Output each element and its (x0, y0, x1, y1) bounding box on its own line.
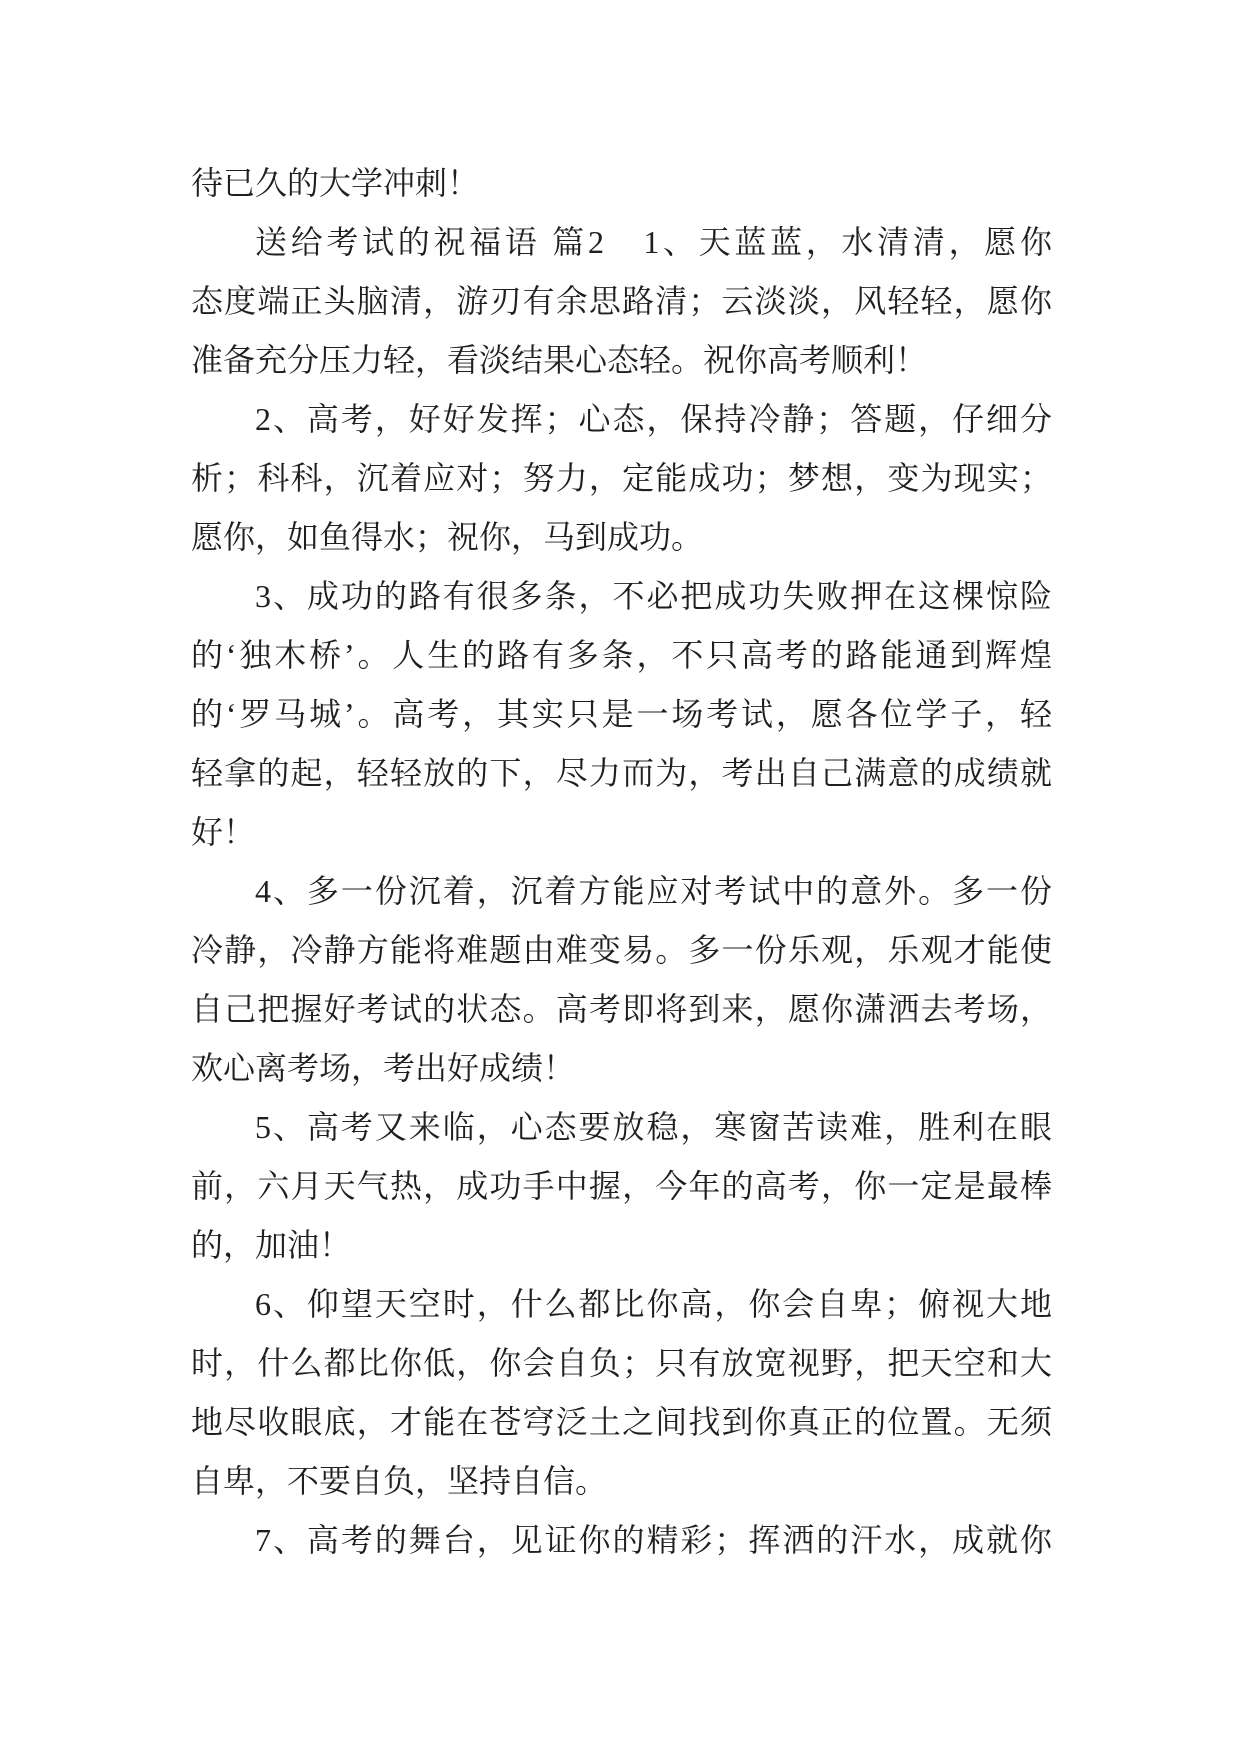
text-line: 5、高考又来临，心态要放稳，寒窗苦读难，胜利在眼 (255, 1109, 1052, 1145)
text-line: 愿你，如鱼得水；祝你，马到成功。 (191, 519, 704, 555)
text-line: 好！ (191, 814, 256, 850)
text-line: 前，六月天气热，成功手中握，今年的高考，你一定是最棒 (191, 1168, 1052, 1204)
text-line: 时，什么都比你低，你会自负；只有放宽视野，把天空和大 (191, 1345, 1052, 1381)
text-line: 4、多一份沉着，沉着方能应对考试中的意外。多一份 (255, 873, 1052, 909)
text-line: 析；科科，沉着应对；努力，定能成功；梦想，变为现实； (191, 460, 1052, 496)
text-line: 待已久的大学冲刺！ (191, 165, 480, 201)
text-line: 地尽收眼底，才能在苍穹泛土之间找到你真正的位置。无须 (191, 1404, 1052, 1440)
paragraph (191, 567, 1052, 862)
text-line: 准备充分压力轻，看淡结果心态轻。祝你高考顺利！ (191, 342, 928, 378)
text-line: 6、仰望天空时，什么都比你高，你会自卑；俯视大地 (255, 1286, 1052, 1322)
text-line: 2、高考，好好发挥；心态，保持冷静；答题，仔细分 (255, 401, 1052, 437)
text-line: 的‘独木桥’。人生的路有多条，不只高考的路能通到辉煌 (191, 637, 1052, 673)
text-line: 3、成功的路有很多条，不必把成功失败押在这棵惊险 (255, 578, 1052, 614)
text-line: 冷静，冷静方能将难题由难变易。多一份乐观，乐观才能使 (191, 932, 1052, 968)
paragraph (191, 862, 1052, 1098)
paragraph (191, 1098, 1052, 1275)
text-line: 态度端正头脑清，游刃有余思路清；云淡淡，风轻轻，愿你 (191, 283, 1052, 319)
paragraph (191, 1275, 1052, 1511)
text-line: 自卑，不要自负，坚持自信。 (191, 1463, 608, 1499)
paragraph (191, 1511, 1052, 1570)
text-line: 轻拿的起，轻轻放的下，尽力而为，考出自己满意的成绩就 (191, 755, 1052, 791)
paragraph (191, 154, 1052, 213)
text-line: 7、高考的舞台，见证你的精彩；挥洒的汗水，成就你 (255, 1522, 1052, 1558)
paragraph (191, 390, 1052, 567)
text-line: 的，加油！ (191, 1227, 352, 1263)
document-text (191, 154, 1052, 1570)
text-line: 欢心离考场，考出好成绩！ (191, 1050, 576, 1086)
paragraph (191, 213, 1052, 390)
text-line: 自己把握好考试的状态。高考即将到来，愿你潇洒去考场， (191, 991, 1052, 1027)
text-line: 的‘罗马城’。高考，其实只是一场考试，愿各位学子，轻 (191, 696, 1052, 732)
text-line: 送给考试的祝福语 篇2 1、天蓝蓝，水清清，愿你 (255, 224, 1052, 260)
